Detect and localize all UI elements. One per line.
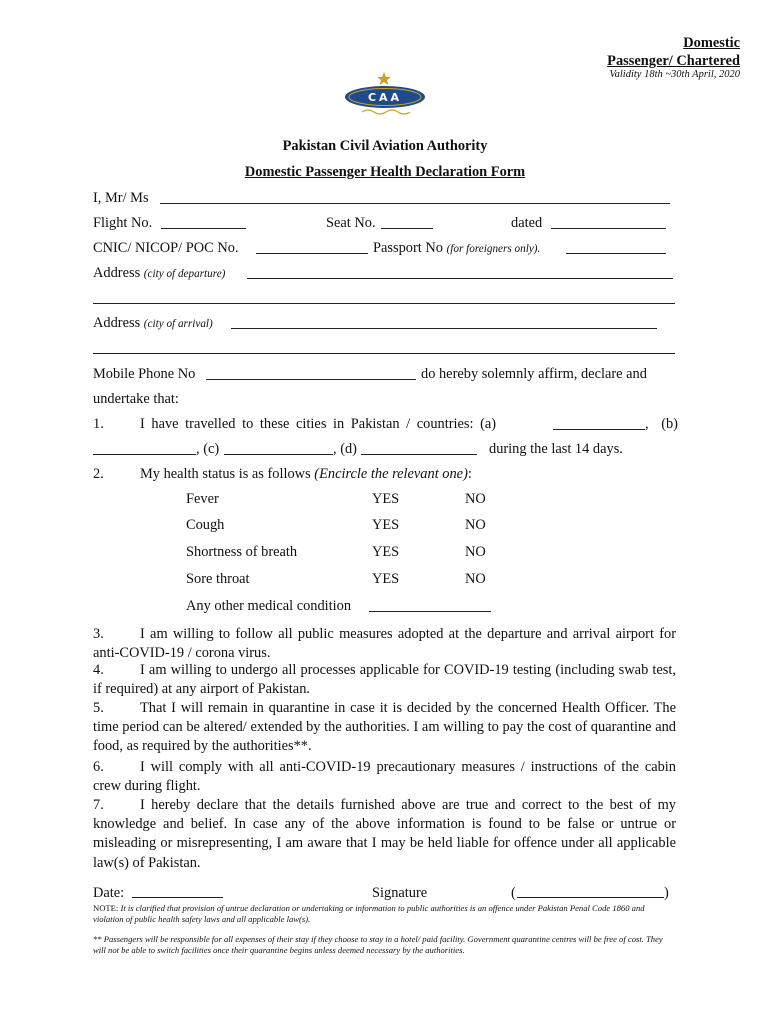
flight-label: Flight No.: [93, 215, 153, 231]
item1-field-b[interactable]: [93, 454, 196, 455]
cnic-label: CNIC/ NICOP/ POC No.: [93, 240, 239, 256]
address-departure-field[interactable]: [247, 278, 673, 279]
address-departure-field-2[interactable]: [93, 303, 675, 304]
legal-note: NOTE: It is clarified that provision of untrue declaration or undertaking or information to public authorities is an offence under Pakistan Penal Code 1860 and violation of public health safety laws and all applicable law(s).: [93, 903, 645, 924]
form-title: Domestic Passenger Health Declaration Form: [244, 164, 526, 180]
symptom-yes[interactable]: YES: [372, 544, 400, 560]
address-departure-label: Address (city of departure): [93, 265, 226, 281]
dated-label: dated: [511, 215, 543, 231]
item7: 7. I hereby declare that the details furnished above are true and correct to the best of my knowledge and belief. In case any of the above information is found to be false or untrue or misleading or misrepresenting, I am aware that I may be held liable for offence under all applicable law(s) of Pakistan.: [93, 797, 676, 871]
item2-text: My health status is as follows (Encircle the relevant one):: [140, 466, 472, 482]
item6: 6. I will comply with all anti-COVID-19 precautionary measures / instructions of the cabin crew during flight.: [93, 759, 676, 795]
name-label: I, Mr/ Ms: [93, 190, 149, 206]
cnic-field[interactable]: [256, 253, 368, 254]
symptom-yes[interactable]: YES: [372, 571, 400, 587]
item1-d: , (d): [333, 441, 357, 457]
date-label: Date:: [93, 885, 125, 901]
symptom-no[interactable]: NO: [465, 544, 486, 560]
item1-field-d[interactable]: [361, 454, 477, 455]
svg-text:CAA: CAA: [367, 91, 403, 104]
symptom-name: Shortness of breath: [186, 544, 298, 560]
org-title: Pakistan Civil Aviation Authority: [282, 138, 488, 154]
passport-label: Passport No (for foreigners only).: [373, 240, 541, 256]
caa-logo: [340, 72, 434, 120]
other-condition-label: Any other medical condition: [186, 598, 352, 614]
address-arrival-label: Address (city of arrival): [93, 315, 213, 331]
item2-num: 2.: [93, 466, 104, 482]
undertake-text: undertake that:: [93, 391, 179, 407]
item1-field-a[interactable]: [553, 429, 645, 430]
signature-label: Signature: [372, 885, 428, 901]
symptom-no[interactable]: NO: [465, 517, 486, 533]
item1-field-c[interactable]: [224, 454, 333, 455]
item1-end: during the last 14 days.: [489, 441, 623, 457]
symptom-name: Fever: [186, 491, 219, 507]
symptom-name: Sore throat: [186, 571, 250, 587]
affirm-text: do hereby solemnly affirm, declare and: [421, 366, 647, 382]
symptom-no[interactable]: NO: [465, 571, 486, 587]
expense-note: ** Passengers will be responsible for all expenses of their stay if they choose to stay in a hotel/ paid facility. Government quarantine centres will be free of cost. They will not be able to switch facilities once their quarantine begins unless deemed necessary by the authorities.: [93, 934, 663, 955]
seat-label: Seat No.: [326, 215, 376, 231]
seat-field[interactable]: [381, 228, 433, 229]
header-passenger-chartered: Passenger/ Chartered: [607, 53, 740, 69]
symptom-yes[interactable]: YES: [372, 517, 400, 533]
address-arrival-field[interactable]: [231, 328, 657, 329]
item1-c: , (c): [196, 441, 220, 457]
header-validity: Validity 18th ~30th April, 2020: [609, 69, 740, 80]
signature-paren-open: (: [511, 885, 516, 901]
passport-field[interactable]: [566, 253, 666, 254]
header-domestic: Domestic: [683, 35, 740, 51]
name-field[interactable]: [160, 203, 670, 204]
caa-logo-icon: [340, 72, 434, 120]
item1-text: I have travelled to these cities in Pakistan / countries: (a): [140, 416, 497, 432]
date-field[interactable]: [132, 897, 223, 898]
signature-paren-close: ): [664, 885, 669, 901]
mobile-field[interactable]: [206, 379, 416, 380]
item1-b: , (b): [645, 416, 678, 432]
symptom-yes[interactable]: YES: [372, 491, 400, 507]
flight-field[interactable]: [161, 228, 246, 229]
mobile-label: Mobile Phone No: [93, 366, 196, 382]
dated-field[interactable]: [551, 228, 666, 229]
address-arrival-field-2[interactable]: [93, 353, 675, 354]
other-condition-field[interactable]: [369, 611, 491, 612]
item1-num: 1.: [93, 416, 104, 432]
item3: 3. I am willing to follow all public measures adopted at the departure and arrival airport for anti-COVID-19 / corona virus.: [93, 626, 676, 662]
symptom-name: Cough: [186, 517, 225, 533]
item4: 4. I am willing to undergo all processes applicable for COVID-19 testing (including swab test, if required) at any airport of Pakistan.: [93, 662, 676, 698]
signature-field[interactable]: [517, 897, 664, 898]
symptom-no[interactable]: NO: [465, 491, 486, 507]
item5: 5. That I will remain in quarantine in case it is decided by the concerned Health Officer. The time period can be altered/ extended by the authorities. I am willing to pay the cost of quarantine and food, as required by the authorities**.: [93, 700, 676, 755]
